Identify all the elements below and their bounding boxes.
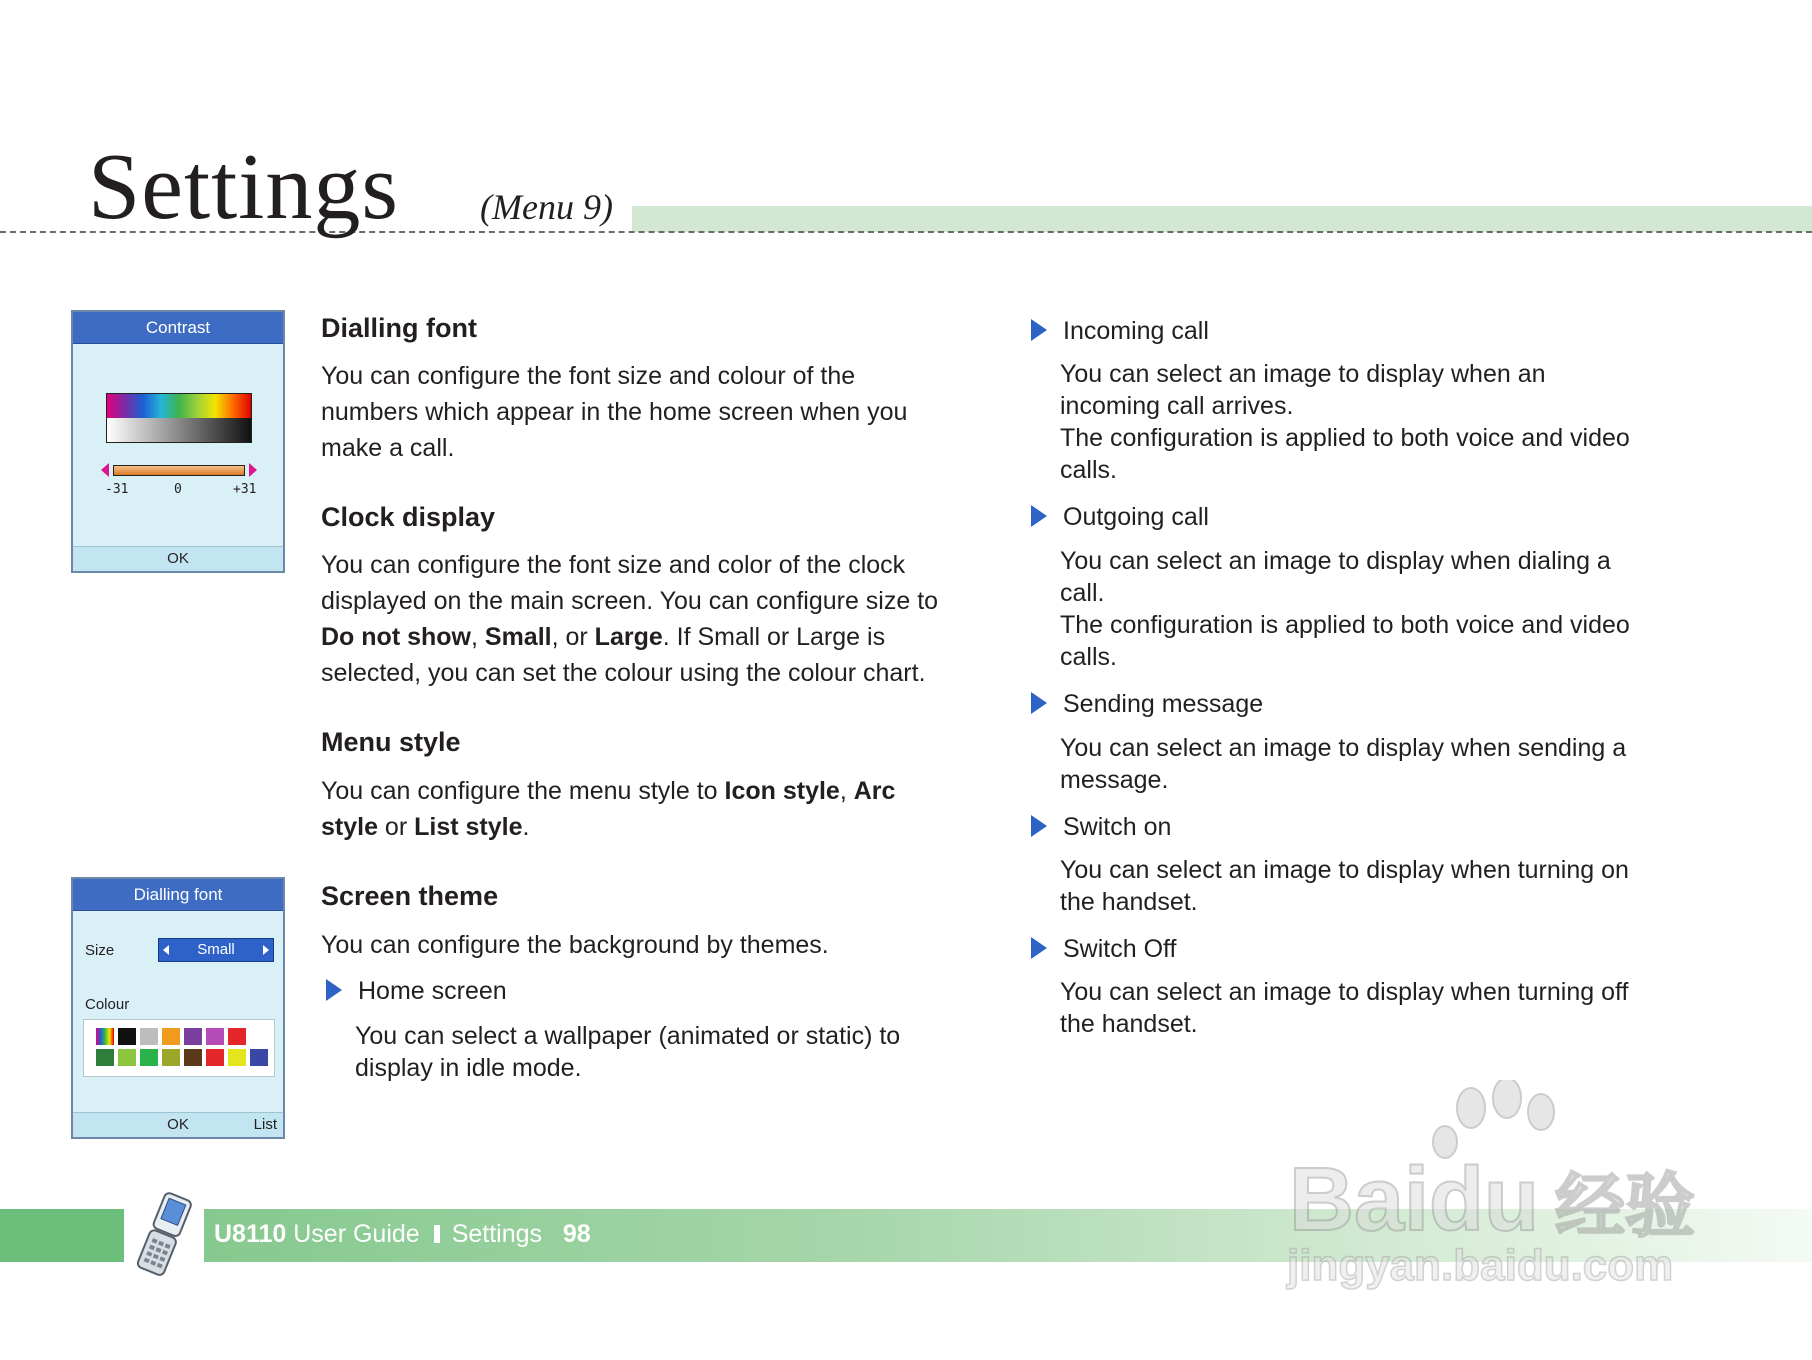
footer-section: Settings (451, 1220, 543, 1248)
option-do-not-show: Do not show (321, 623, 471, 651)
menu-style-text (321, 773, 895, 845)
contrast-screen (71, 310, 285, 573)
colour-swatch (96, 1049, 114, 1066)
colour-swatch (228, 1049, 246, 1066)
slider-max-label: +31 (233, 482, 257, 497)
separator: or (377, 813, 415, 841)
size-selector (158, 938, 274, 962)
arrow-left-icon (101, 463, 109, 477)
separator: . (522, 813, 530, 841)
slider-min-label: -31 (105, 482, 129, 497)
sending-message-label: Sending message (1063, 690, 1264, 718)
colour-swatch (250, 1049, 268, 1066)
softkey-ok: OK (167, 1116, 189, 1133)
text-line: The configuration is applied to both voice and video (1060, 611, 1630, 639)
option-small: Small (484, 623, 552, 651)
text-line: make a call. (321, 434, 455, 462)
colour-swatch (184, 1049, 202, 1066)
home-screen-text (355, 1020, 900, 1084)
text-line: the handset. (1060, 1010, 1198, 1038)
size-right-arrow-icon (263, 945, 269, 955)
text-line: message. (1060, 766, 1169, 794)
clock-display-text (321, 547, 938, 691)
text-fragment: You can configure the menu style to (321, 777, 725, 805)
option-arc-style-cont: style (321, 813, 378, 841)
colour-swatch (162, 1049, 180, 1066)
colour-swatch-spectrum (96, 1028, 114, 1045)
watermark-url: jingyan.baidu.com (1287, 1241, 1674, 1290)
flip-phone-icon (128, 1190, 200, 1280)
colour-swatch (206, 1028, 224, 1045)
option-icon-style: Icon style (724, 777, 840, 805)
text-line: numbers which appear in the home screen when you (321, 398, 908, 426)
text-line: You can select a wallpaper (animated or static) to (355, 1022, 901, 1050)
dialling-font-screen-title: Dialling font (73, 879, 283, 911)
size-left-arrow-icon (163, 945, 169, 955)
screen-theme-text: You can configure the background by themes. (321, 931, 829, 959)
softkey-list: List (253, 1116, 277, 1133)
text-line: You can select an image to display when sending a (1060, 734, 1627, 762)
text-line: selected, you can set the colour using the colour chart. (321, 659, 926, 687)
bullet-triangle-icon (1031, 692, 1047, 714)
colour-swatch (162, 1028, 180, 1045)
bullet-triangle-icon (1031, 505, 1047, 527)
contrast-slider (113, 465, 245, 476)
incoming-call-label: Incoming call (1063, 317, 1209, 345)
screen-theme-heading: Screen theme (321, 881, 499, 911)
text-line: calls. (1060, 456, 1117, 484)
sending-message-text (1060, 732, 1626, 796)
colour-swatch (228, 1028, 246, 1045)
colour-label: Colour (85, 996, 130, 1013)
text-line (321, 619, 938, 655)
incoming-call-text (1060, 358, 1630, 486)
footer-separator (434, 1225, 440, 1243)
softkey-bar (73, 1112, 283, 1137)
contrast-screen-title: Contrast (73, 312, 283, 344)
separator: , or (551, 623, 595, 651)
gradient-frame (106, 393, 252, 443)
bullet-triangle-icon (1031, 319, 1047, 341)
text-line: the handset. (1060, 888, 1198, 916)
switch-off-label: Switch Off (1063, 935, 1177, 963)
text-line: incoming call arrives. (1060, 392, 1294, 420)
baidu-jingyan-watermark (1285, 1080, 1705, 1290)
colour-swatch (118, 1028, 136, 1045)
colour-swatch (206, 1049, 224, 1066)
option-list-style: List style (414, 813, 523, 841)
switch-on-text (1060, 854, 1629, 918)
colour-swatch (118, 1049, 136, 1066)
text-line: You can configure the font size and colour of the (321, 362, 856, 390)
watermark-brand: Baidu (1289, 1150, 1540, 1250)
footer-text (214, 1220, 591, 1249)
softkey-ok: OK (167, 550, 189, 567)
text-line: calls. (1060, 643, 1117, 671)
dialling-font-heading: Dialling font (321, 313, 477, 343)
text-line (321, 809, 895, 845)
colour-swatch (140, 1028, 158, 1045)
size-label: Size (85, 942, 115, 959)
switch-on-label: Switch on (1063, 813, 1172, 841)
option-large: Large (594, 623, 663, 651)
footer-model: U8110 (214, 1220, 287, 1248)
text-line: You can select an image to display when turning on (1060, 856, 1629, 884)
text-line: The configuration is applied to both voice and video (1060, 424, 1630, 452)
softkey-bar (73, 546, 283, 571)
colour-swatch (140, 1049, 158, 1066)
text-line: You can select an image to display when an (1060, 360, 1546, 388)
outgoing-call-label: Outgoing call (1063, 503, 1209, 531)
colour-chart (83, 1019, 275, 1077)
clock-display-heading: Clock display (321, 502, 496, 532)
text-line (321, 773, 895, 809)
bullet-triangle-icon (326, 979, 342, 1001)
text-line: You can configure the font size and color of the clock (321, 551, 906, 579)
home-screen-label: Home screen (358, 977, 507, 1005)
outgoing-call-text (1060, 545, 1630, 673)
text-line: displayed on the main screen. You can configure size to (321, 587, 939, 615)
bullet-triangle-icon (1031, 937, 1047, 959)
watermark-cn: 经验 (1555, 1165, 1695, 1247)
text-line: display in idle mode. (355, 1054, 582, 1082)
arrow-right-icon (249, 463, 257, 477)
slider-mid-label: 0 (174, 482, 182, 497)
footer-guide: User Guide (286, 1220, 420, 1248)
separator: , (839, 777, 854, 805)
text-line: You can select an image to display when turning off (1060, 978, 1629, 1006)
switch-off-text (1060, 976, 1628, 1040)
menu-reference: (Menu 9) (480, 187, 613, 227)
menu-style-heading: Menu style (321, 727, 461, 757)
bullet-triangle-icon (1031, 815, 1047, 837)
text-fragment: . If Small or Large is (662, 623, 886, 651)
separator: , (470, 623, 485, 651)
footer-page-number: 98 (562, 1220, 591, 1248)
page-title: Settings (88, 135, 399, 239)
size-value: Small (197, 941, 235, 958)
footer-left-block (0, 1209, 124, 1262)
text-line: call. (1060, 579, 1105, 607)
option-arc-style: Arc (853, 777, 896, 805)
dialling-font-text (321, 358, 907, 466)
text-line: You can select an image to display when dialing a (1060, 547, 1611, 575)
dialling-font-screen (71, 877, 285, 1139)
colour-swatch (184, 1028, 202, 1045)
